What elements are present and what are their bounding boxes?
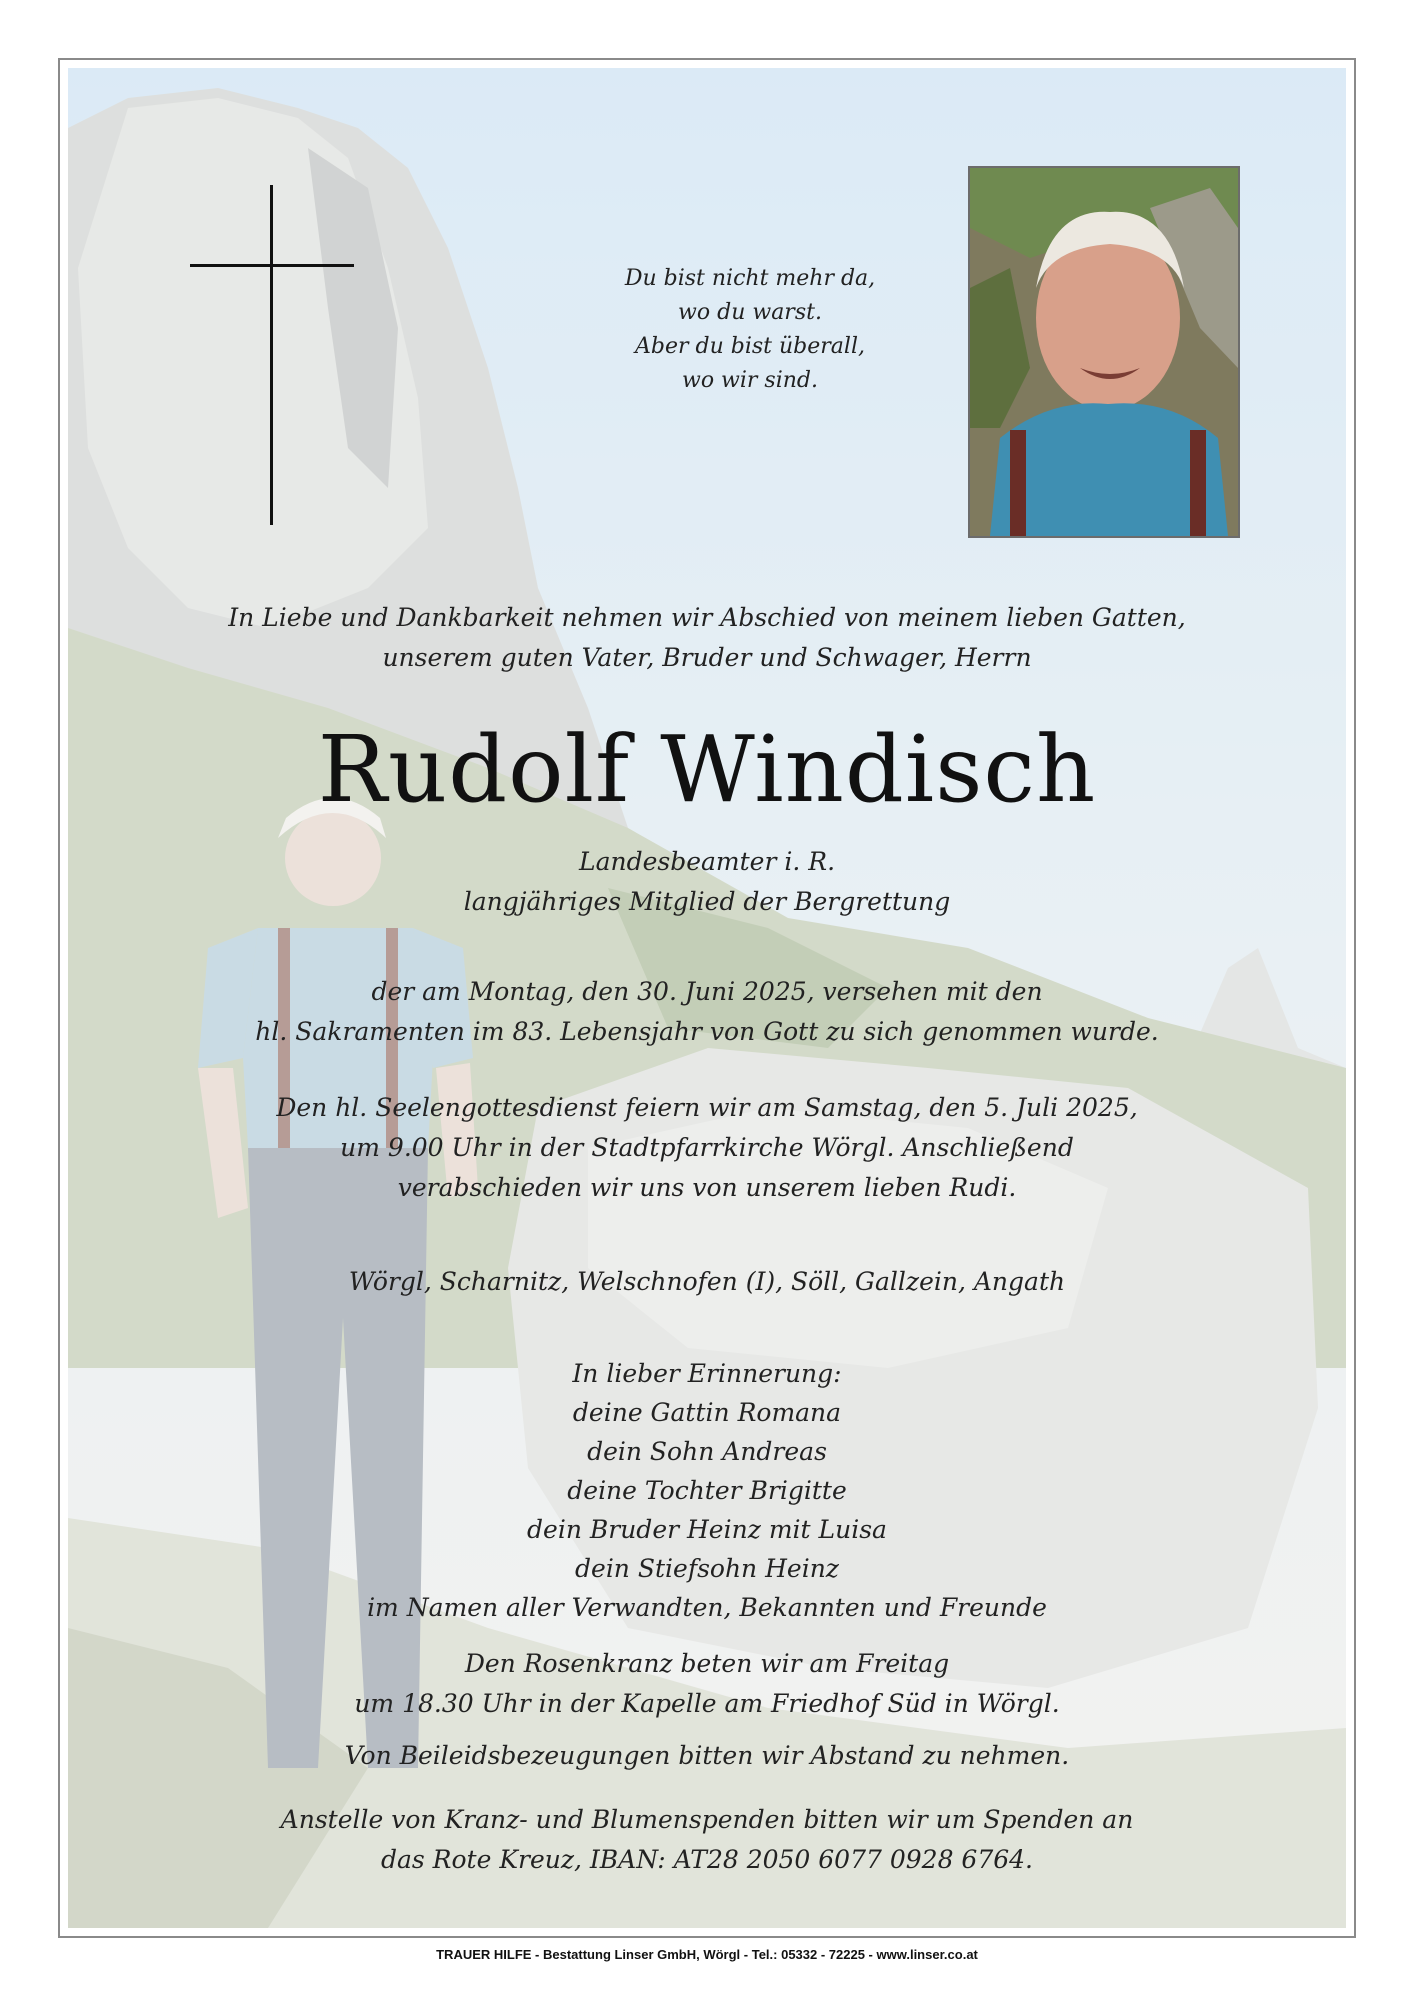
- service-line: um 9.00 Uhr in der Stadtpfarrkirche Wörgl. Anschließend: [340, 1133, 1074, 1162]
- deceased-name: Rudolf Windisch: [317, 716, 1097, 823]
- mourner-item: im Namen aller Verwandten, Bekannten und Freunde: [367, 1593, 1047, 1622]
- service-line: verabschieden wir uns von unserem lieben Rudi.: [397, 1173, 1017, 1202]
- death-line: hl. Sakramenten im 83. Lebensjahr von Gott zu sich genommen wurde.: [255, 1017, 1159, 1046]
- mourner-item: deine Tochter Brigitte: [567, 1476, 847, 1505]
- intro-line: unserem guten Vater, Bruder und Schwager, Herrn: [382, 643, 1032, 672]
- death-line: der am Montag, den 30. Juni 2025, versehen mit den: [371, 977, 1043, 1006]
- mourner-item: dein Sohn Andreas: [587, 1437, 827, 1466]
- mourner-item: dein Bruder Heinz mit Luisa: [527, 1515, 887, 1544]
- donation-line: das Rote Kreuz, IBAN: AT28 2050 6077 0928 6764.: [381, 1845, 1033, 1874]
- title-line: langjähriges Mitglied der Bergrettung: [463, 887, 951, 916]
- places-line: Wörgl, Scharnitz, Welschnofen (I), Söll, Gallzein, Angath: [348, 1267, 1066, 1296]
- mourner-item: deine Gattin Romana: [572, 1398, 842, 1427]
- funeral-service-info: [68, 1088, 1346, 1208]
- remembrance-heading: In lieber Erinnerung:: [572, 1359, 842, 1388]
- donation-line: Anstelle von Kranz- und Blumenspenden bitten wir um Spenden an: [280, 1805, 1134, 1834]
- portrait-photo: [968, 166, 1240, 538]
- funeral-home-footer: TRAUER HILFE - Bestattung Linser GmbH, Wörgl - Tel.: 05332 - 72225 - www.linser.co.at: [436, 1947, 978, 1962]
- quote-line: Aber du bist überall,: [635, 334, 865, 359]
- cross-icon: [190, 185, 354, 525]
- quote-line: wo wir sind.: [681, 368, 819, 393]
- intro-line: In Liebe und Dankbarkeit nehmen wir Abschied von meinem lieben Gatten,: [228, 603, 1186, 632]
- intro-text: [68, 598, 1346, 678]
- rosary-info: [68, 1644, 1346, 1724]
- rosary-line: um 18.30 Uhr in der Kapelle am Friedhof Süd in Wörgl.: [354, 1689, 1060, 1718]
- quote-line: Du bist nicht mehr da,: [624, 266, 876, 291]
- remembrance-list: [68, 1354, 1346, 1627]
- mourner-item: dein Stiefsohn Heinz: [575, 1554, 839, 1583]
- rosary-line: Den Rosenkranz beten wir am Freitag: [464, 1649, 950, 1678]
- memorial-quote: [560, 262, 940, 398]
- deceased-titles: [68, 842, 1346, 922]
- service-line: Den hl. Seelengottesdienst feiern wir am Samstag, den 5. Juli 2025,: [276, 1093, 1138, 1122]
- condolences-note: Von Beileidsbezeugungen bitten wir Abstand zu nehmen.: [344, 1741, 1070, 1770]
- title-line: Landesbeamter i. R.: [578, 847, 836, 876]
- quote-line: wo du warst.: [678, 300, 822, 325]
- death-notice: [68, 972, 1346, 1052]
- donation-note: [68, 1800, 1346, 1880]
